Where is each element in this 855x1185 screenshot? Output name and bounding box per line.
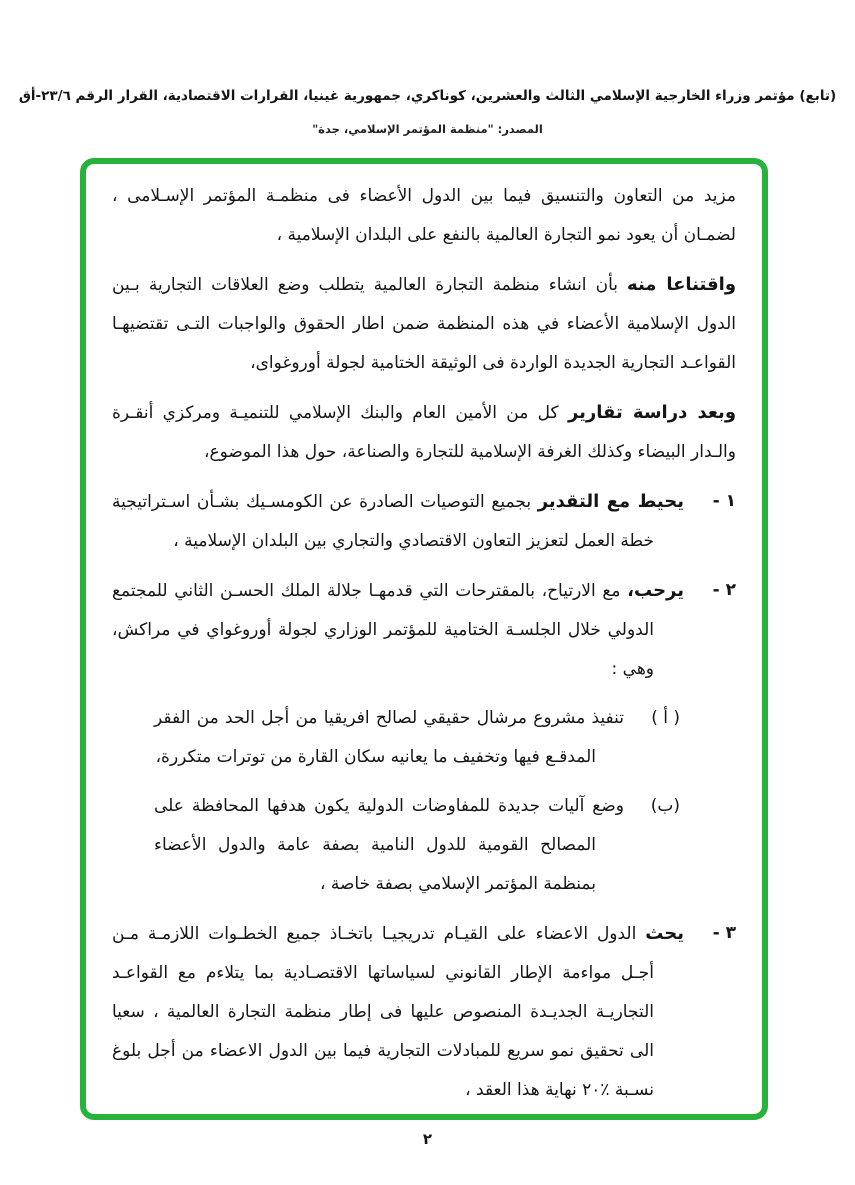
preamble-paragraph [112, 176, 736, 255]
page-number: ٢ [422, 1130, 433, 1148]
subclause-marker: (ب) [650, 796, 680, 816]
document-header-line: (تابع) مؤتمر وزراء الخارجية الإسلامي الثالث والعشرين، كوناكري، جمهورية غينيا، القرارات الاقتصادية، القرار الرقم ٢٣/٦-أق [18, 88, 837, 104]
clause-lead: يحث [645, 923, 684, 944]
subclause-text: وضع آليات جديدة للمفاوضات الدولية يكون هدفها المحافظة على المصالح القومية للدول النامية بصفة عامة والدول الأعضاء بمنظمة المؤتمر الإسلامي بصفة خاصة ، [154, 796, 624, 894]
clause-text [112, 571, 684, 689]
clause-text [112, 482, 684, 561]
paragraph-text: بأن انشاء منظمة التجارة العالمية يتطلب وضع العلاقات التجارية بـين الدول الإسلامية الأعضاء في هذه المنظمة ضمن اطار الحقوق والواجبات التـى تقتضيهـا القواعـد التجارية الجديدة الواردة فى الوثيقة الختامية لجولة أوروغواى، [112, 275, 736, 373]
preamble-paragraph [112, 393, 736, 472]
paragraph-text: كل من الأمين العام والبنك الإسلامي للتنميـة ومركزي أنقـرة والـدار البيضاء وكذلك الغرفة الإسلامية للتجارة والصناعة، حول هذا الموضوع، [112, 403, 736, 462]
lettered-subclause-a [154, 699, 736, 777]
green-highlight-box [80, 158, 768, 1120]
numbered-clause-3 [112, 914, 736, 1110]
lettered-subclause-b [154, 787, 736, 904]
preamble-paragraph [112, 265, 736, 383]
subclause-marker: ( أ ) [651, 708, 680, 728]
clause-number: ٣ - [712, 923, 736, 943]
numbered-clause-2 [112, 571, 736, 689]
numbered-clause-1 [112, 482, 736, 561]
clause-number: ١ - [712, 491, 736, 511]
clause-number: ٢ - [712, 580, 736, 600]
clause-text [112, 914, 684, 1110]
paragraph-lead: وبعد دراسة تقارير [567, 402, 737, 423]
clause-lead: يرحب، [627, 580, 684, 601]
paragraph-text: مزيد من التعاون والتنسيق فيما بين الدول الأعضاء فى منظمـة المؤتمر الإسـلامى ، لضمـان أن يعود نمو التجارة العالمية بالنفع على البلدان الإسلامية ، [112, 186, 736, 245]
document-source-line: المصدر: "منظمة المؤتمر الإسلامي، جدة" [312, 122, 543, 136]
clause-body: الدول الاعضاء على القيـام تدريجيـا باتخـاذ جميع الخطـوات اللازمـة مـن أجـل مواءمة الإطار القانوني لسياساتها الاقتصـادية بما يتلاءم مع القواعـد التجاريـة الجديـدة المنصوص عليها فى إطار منظمة التجارة العالمية ، سعيا الى تحقيق نمو سريع للمبادلات التجارية فيما بين الدول الاعضاء من أجل بلوغ نسـبة ٪٢٠ نهاية هذا العقد ، [112, 924, 654, 1100]
subclause-text: تنفيذ مشروع مرشال حقيقي لصالح افريقيا من أجل الحد من الفقر المدقـع فيها وتخفيف ما يعانيه سكان القارة من توترات متكررة، [154, 708, 624, 767]
clause-body: مع الارتياح، بالمقترحات التي قدمهـا جلالة الملك الحسـن الثاني للمجتمع الدولي خلال الجلسـة الختامية للمؤتمر الوزاري لجولة أوروغواي في مراكش، وهي : [112, 581, 654, 679]
clause-body: بجميع التوصيات الصادرة عن الكومسـيك بشـأن اسـتراتيجية خطة العمل لتعزيز التعاون الاقتصادي والتجاري بين البلدان الإسلامية ، [112, 492, 654, 551]
paragraph-lead: واقتناعا منه [627, 274, 737, 295]
clause-lead: يحيط مع التقدير [537, 491, 684, 512]
document-body [86, 164, 762, 1120]
